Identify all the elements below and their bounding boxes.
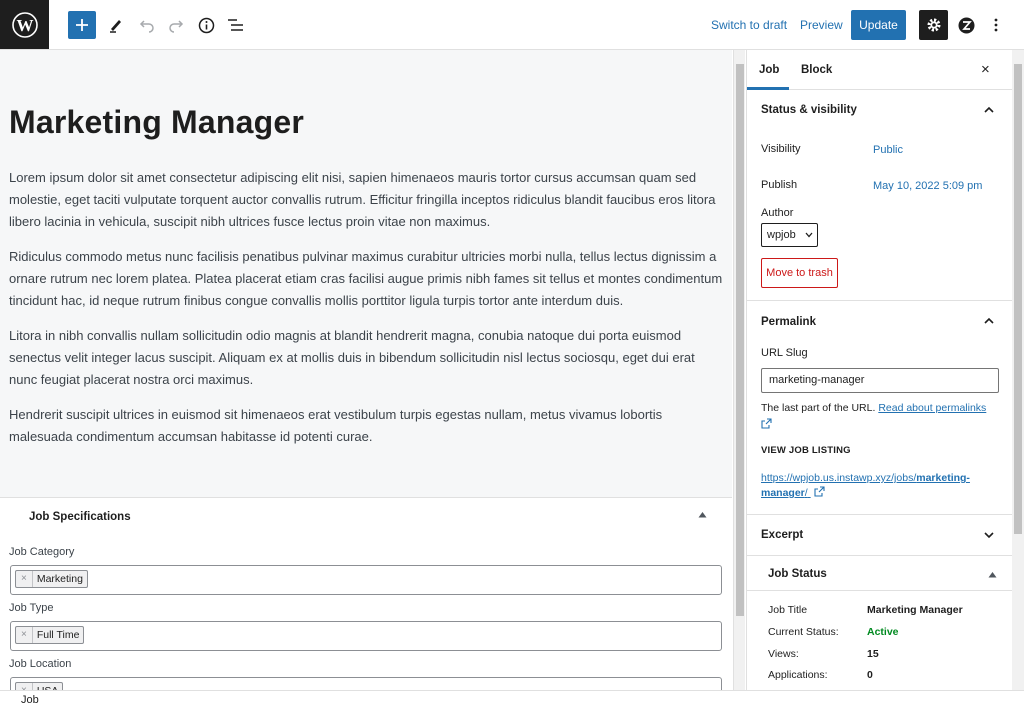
job-title-value: Marketing Manager [867, 604, 963, 616]
list-view-icon [227, 18, 244, 32]
selected-tag [15, 570, 88, 588]
author-select[interactable] [761, 223, 818, 247]
job-type-label: Job Type [9, 602, 54, 614]
triangle-up-icon[interactable] [988, 571, 997, 578]
excerpt-panel-toggle[interactable]: Excerpt [761, 529, 804, 541]
svg-text:W: W [16, 15, 33, 35]
job-location-label: Job Location [9, 658, 72, 670]
details-button[interactable] [192, 11, 220, 39]
current-status-label: Current Status: [768, 626, 839, 638]
external-link-icon [814, 486, 825, 497]
job-specifications-metabox [0, 497, 732, 697]
chevron-down-icon[interactable] [983, 529, 995, 541]
url-slug-input[interactable]: marketing-manager [761, 368, 999, 393]
author-value: wpjob [767, 229, 796, 241]
gear-icon [926, 17, 942, 33]
tab-block[interactable]: Block [801, 64, 833, 76]
help-text: The last part of the URL. [761, 402, 876, 414]
permalink-help-text [761, 401, 1001, 434]
editor-header [0, 0, 1024, 50]
wordpress-logo-button[interactable] [0, 0, 49, 49]
job-category-label: Job Category [9, 546, 75, 558]
applications-label: Applications: [768, 669, 828, 681]
update-button[interactable]: Update [851, 10, 906, 40]
views-value: 15 [867, 648, 879, 660]
job-status-title: Job Status [768, 568, 827, 580]
wordpress-icon [11, 11, 39, 39]
job-title-label: Job Title [768, 604, 808, 616]
active-tab-indicator [747, 87, 789, 90]
job-type-select[interactable] [10, 621, 722, 651]
switch-to-draft-button[interactable]: Switch to draft [711, 18, 788, 32]
paragraph-block[interactable]: Litora in nibh convallis nullam sollicitudin odio magnis at blandit hendrerit magna, conubia natoque dui porta euismod senectus velit integer lacus suscipit. Aliquam ex at mollis duis in bibendum sollicitudin nisl lectus sociosqu, eget dui erat nunc feugiat placerat nostra orci maximus. [9, 328, 695, 387]
visibility-label: Visibility [761, 143, 801, 155]
author-label: Author [761, 207, 794, 219]
applications-value: 0 [867, 669, 873, 681]
plugin-button[interactable] [952, 11, 980, 39]
settings-sidebar [746, 50, 1012, 690]
list-view-button[interactable] [221, 11, 249, 39]
panel-divider [747, 590, 1013, 591]
publish-label: Publish [761, 179, 798, 191]
plus-icon [75, 18, 89, 32]
chevron-up-icon[interactable] [983, 104, 995, 116]
redo-button[interactable] [162, 11, 190, 39]
settings-button[interactable] [919, 10, 948, 40]
post-title[interactable]: Marketing Manager [9, 104, 305, 140]
options-menu-button[interactable] [982, 11, 1010, 39]
tag-label: Marketing [36, 573, 83, 585]
tools-button[interactable] [102, 11, 130, 39]
redo-icon [168, 17, 184, 33]
collapse-metabox-button[interactable] [698, 510, 707, 520]
pencil-icon [108, 17, 124, 33]
more-vertical-icon [994, 18, 998, 32]
job-listing-link[interactable] [761, 471, 991, 501]
triangle-up-icon [698, 511, 707, 518]
tab-job[interactable]: Job [759, 64, 780, 76]
breadcrumb-item[interactable]: Job [21, 694, 39, 706]
remove-tag-button[interactable]: × [16, 627, 33, 643]
undo-button[interactable] [133, 11, 161, 39]
panel-divider [747, 300, 1013, 301]
sidebar-tabs [747, 50, 1013, 90]
views-label: Views: [768, 648, 799, 660]
panel-divider [747, 514, 1013, 515]
visibility-toggle[interactable]: Public [873, 144, 903, 156]
current-status-value: Active [867, 626, 899, 638]
undo-icon [139, 17, 155, 33]
chevron-up-icon[interactable] [983, 315, 995, 327]
url-slug-label: URL Slug [761, 347, 808, 359]
remove-tag-button[interactable]: × [16, 571, 33, 587]
scrollbar-thumb[interactable] [1014, 64, 1022, 534]
external-link-icon[interactable] [761, 418, 772, 429]
url-suffix: / [804, 487, 808, 499]
url-slug: marketing-manager [761, 472, 970, 499]
info-icon [198, 17, 215, 34]
panel-divider [747, 555, 1013, 556]
publish-date-toggle[interactable]: May 10, 2022 5:09 pm [873, 180, 983, 192]
tag-label: Full Time [36, 629, 80, 641]
paragraph-block[interactable]: Ridiculus commodo metus nunc facilisis penatibus pulvinar maximus curabitur ultricies morbi nulla, tellus lectus dignissim a ornare rutrum nec lorem platea. Platea placerat etiam cras facilisi augue primis nibh fames sit tellus et montes condimentum tincidunt hac, id neque rutrum finibus congue convallis mollis porttitor ligula turpis tortor ante interdum duis. [9, 249, 723, 308]
paragraph-block[interactable]: Lorem ipsum dolor sit amet consectetur adipiscing elit nisi, sapien himenaeos mauris tortor cursus accumsan quam sed molestie, eget taciti vulputate torquent auctor convallis rutrum. Efficitur fringilla inceptos ridiculus blandit faucibus eros litora libero lacinia in vehicula, suscipit nibh ultrices fusce lectus proin vitae non maximus. [9, 170, 716, 229]
status-visibility-panel-toggle[interactable]: Status & visibility [761, 104, 857, 116]
scrollbar-thumb[interactable] [736, 64, 744, 616]
paragraph-block[interactable]: Hendrerit suscipit ultrices in euismod sit himenaeos erat vestibulum turpis egestas nullam, metus vivamus lobortis malesuada condimentum accumsan habitasse id potenti curae. [9, 407, 663, 444]
move-to-trash-button[interactable]: Move to trash [761, 258, 838, 288]
metabox-title: Job Specifications [29, 511, 131, 523]
add-block-button[interactable] [68, 11, 96, 39]
job-category-select[interactable] [10, 565, 722, 595]
view-job-listing-label: VIEW JOB LISTING [761, 445, 851, 456]
permalink-panel-toggle[interactable]: Permalink [761, 316, 816, 328]
post-content [9, 167, 725, 461]
selected-tag [15, 626, 84, 644]
chevron-down-icon [805, 232, 813, 238]
url-prefix: https://wpjob.us.instawp.xyz/jobs/ [761, 472, 917, 484]
editor-canvas [0, 50, 732, 690]
preview-button[interactable]: Preview [800, 18, 843, 32]
read-about-permalinks-link[interactable]: Read about permalinks [878, 402, 987, 414]
sidebar-scrollbar[interactable] [1012, 50, 1024, 690]
close-sidebar-button[interactable]: × [981, 61, 990, 78]
block-breadcrumb-bar [0, 690, 1024, 710]
editor-scrollbar[interactable] [733, 50, 745, 690]
plugin-logo-icon [958, 17, 975, 34]
